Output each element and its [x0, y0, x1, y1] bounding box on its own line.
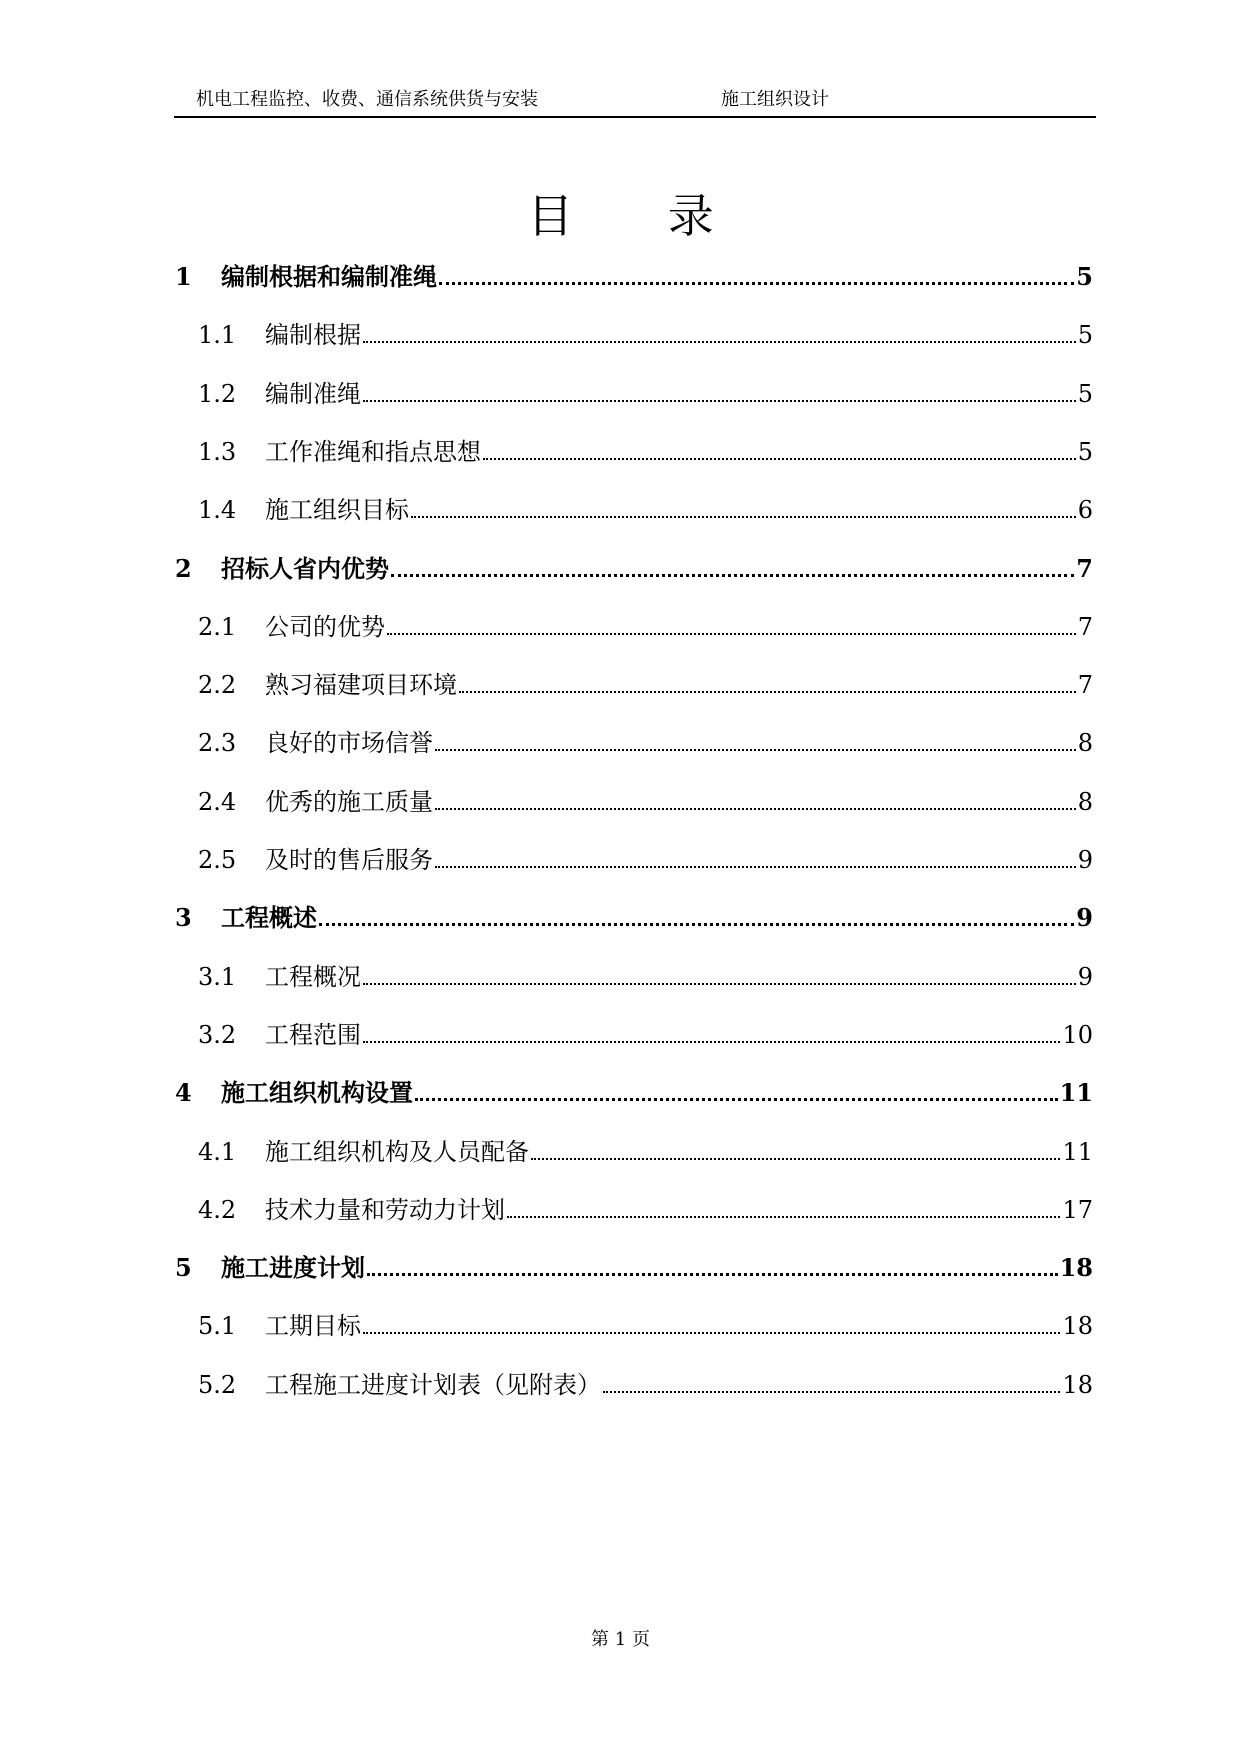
toc-subsection-entry[interactable]: [198, 1189, 1093, 1225]
toc-entry-number: 1.1: [198, 321, 237, 349]
toc-entry-label: 施工组织机构设置: [221, 1078, 413, 1107]
toc-dot-leader: [363, 1041, 1060, 1043]
toc-subsection-entry[interactable]: [198, 956, 1093, 992]
toc-entry-label: 工期目标: [265, 1312, 361, 1340]
toc-entry-page: 8: [1077, 729, 1093, 757]
toc-entry-label: 工程范围: [265, 1021, 361, 1049]
toc-entry-page: 5: [1077, 321, 1093, 349]
toc-dot-leader: [483, 458, 1076, 460]
toc-entry-number: 1.4: [198, 496, 237, 524]
toc-entry-number: 3.1: [198, 963, 237, 991]
toc-subsection-entry[interactable]: [198, 1305, 1093, 1341]
toc-entry-number: 4.1: [198, 1138, 237, 1166]
toc-dot-leader: [603, 1391, 1060, 1393]
toc-subsection-entry[interactable]: [198, 664, 1093, 700]
toc-dot-leader: [367, 1273, 1058, 1276]
toc-dot-leader: [531, 1158, 1060, 1160]
toc-entry-label: 施工组织机构及人员配备: [265, 1138, 529, 1166]
toc-subsection-entry[interactable]: [198, 373, 1093, 409]
toc-entry-label: 招标人省内优势: [221, 554, 389, 583]
toc-entry-label: 工程概述: [221, 903, 317, 932]
toc-entry-number: 5: [175, 1253, 192, 1282]
toc-section-entry[interactable]: [175, 256, 1093, 292]
toc-section-entry[interactable]: [175, 1072, 1093, 1108]
toc-dot-leader: [435, 749, 1076, 751]
toc-section-entry[interactable]: [175, 897, 1093, 933]
toc-entry-page: 7: [1076, 554, 1093, 583]
toc-entry-page: 10: [1062, 1021, 1093, 1049]
toc-dot-leader: [411, 516, 1076, 518]
toc-entry-label: 编制根据: [265, 321, 361, 349]
toc-dot-leader: [363, 1332, 1060, 1334]
toc-entry-number: 2: [175, 554, 192, 583]
toc-dot-leader: [363, 400, 1076, 402]
toc-entry-page: 18: [1059, 1253, 1093, 1282]
toc-entry-number: 5.1: [198, 1312, 237, 1340]
toc-entry-label: 良好的市场信誉: [265, 729, 433, 757]
toc-entry-number: 1.2: [198, 380, 237, 408]
toc-entry-label: 编制根据和编制准绳: [221, 262, 437, 291]
toc-entry-page: 9: [1077, 846, 1093, 874]
toc-entry-page: 18: [1062, 1312, 1093, 1340]
toc-entry-label: 工程概况: [265, 963, 361, 991]
toc-subsection-entry[interactable]: [198, 489, 1093, 525]
toc-entry-label: 优秀的施工质量: [265, 788, 433, 816]
toc-subsection-entry[interactable]: [198, 431, 1093, 467]
toc-dot-leader: [391, 574, 1074, 577]
toc-entry-label: 编制准绳: [265, 380, 361, 408]
toc-dot-leader: [415, 1098, 1058, 1101]
toc-subsection-entry[interactable]: [198, 314, 1093, 350]
toc-entry-number: 3: [175, 903, 192, 932]
toc-entry-label: 技术力量和劳动力计划: [265, 1196, 505, 1224]
toc-dot-leader: [459, 691, 1076, 693]
toc-title: 目 录: [527, 189, 754, 243]
toc-entry-label: 施工组织目标: [265, 496, 409, 524]
toc-entry-label: 施工进度计划: [221, 1253, 365, 1282]
toc-entry-page: 17: [1062, 1196, 1093, 1224]
toc-dot-leader: [435, 866, 1076, 868]
toc-dot-leader: [507, 1216, 1060, 1218]
header-document-type: 施工组织设计: [721, 89, 829, 110]
toc-entry-number: 2.5: [198, 846, 237, 874]
toc-entry-label: 工程施工进度计划表（见附表）: [265, 1371, 601, 1399]
toc-entry-page: 6: [1077, 496, 1093, 524]
toc-entry-page: 5: [1077, 438, 1093, 466]
toc-entry-page: 11: [1059, 1078, 1093, 1107]
toc-entry-label: 熟习福建项目环境: [265, 671, 457, 699]
toc-entry-number: 2.2: [198, 671, 237, 699]
toc-entry-number: 3.2: [198, 1021, 237, 1049]
header-project-title: 机电工程监控、收费、通信系统供货与安装: [196, 89, 538, 110]
toc-entry-number: 1: [175, 262, 192, 291]
toc-entry-label: 工作准绳和指点思想: [265, 438, 481, 466]
toc-entry-number: 2.3: [198, 729, 237, 757]
toc-subsection-entry[interactable]: [198, 781, 1093, 817]
toc-subsection-entry[interactable]: [198, 1131, 1093, 1167]
toc-section-entry[interactable]: [175, 548, 1093, 584]
toc-dot-leader: [439, 282, 1074, 285]
toc-subsection-entry[interactable]: [198, 839, 1093, 875]
toc-dot-leader: [319, 923, 1074, 926]
toc-entry-page: 5: [1077, 380, 1093, 408]
toc-entry-number: 4.2: [198, 1196, 237, 1224]
toc-subsection-entry[interactable]: [198, 722, 1093, 758]
toc-entry-number: 2.1: [198, 613, 237, 641]
toc-entry-page: 18: [1062, 1371, 1093, 1399]
page-number: 第 1 页: [591, 1629, 650, 1650]
toc-section-entry[interactable]: [175, 1247, 1093, 1283]
toc-entry-page: 11: [1062, 1138, 1093, 1166]
toc-entry-page: 7: [1077, 613, 1093, 641]
toc-entry-page: 7: [1077, 671, 1093, 699]
toc-dot-leader: [363, 341, 1076, 343]
toc-entry-label: 及时的售后服务: [265, 846, 433, 874]
toc-subsection-entry[interactable]: [198, 606, 1093, 642]
toc-entry-page: 9: [1076, 903, 1093, 932]
toc-dot-leader: [435, 808, 1076, 810]
toc-entry-page: 5: [1076, 262, 1093, 291]
toc-entry-label: 公司的优势: [265, 613, 385, 641]
toc-subsection-entry[interactable]: [198, 1364, 1093, 1400]
toc-dot-leader: [363, 983, 1076, 985]
toc-dot-leader: [387, 633, 1076, 635]
toc-entry-number: 2.4: [198, 788, 237, 816]
toc-entry-number: 4: [175, 1078, 192, 1107]
toc-subsection-entry[interactable]: [198, 1014, 1093, 1050]
toc-entry-number: 5.2: [198, 1371, 237, 1399]
toc-entry-page: 9: [1077, 963, 1093, 991]
toc-entry-number: 1.3: [198, 438, 237, 466]
toc-entry-page: 8: [1077, 788, 1093, 816]
